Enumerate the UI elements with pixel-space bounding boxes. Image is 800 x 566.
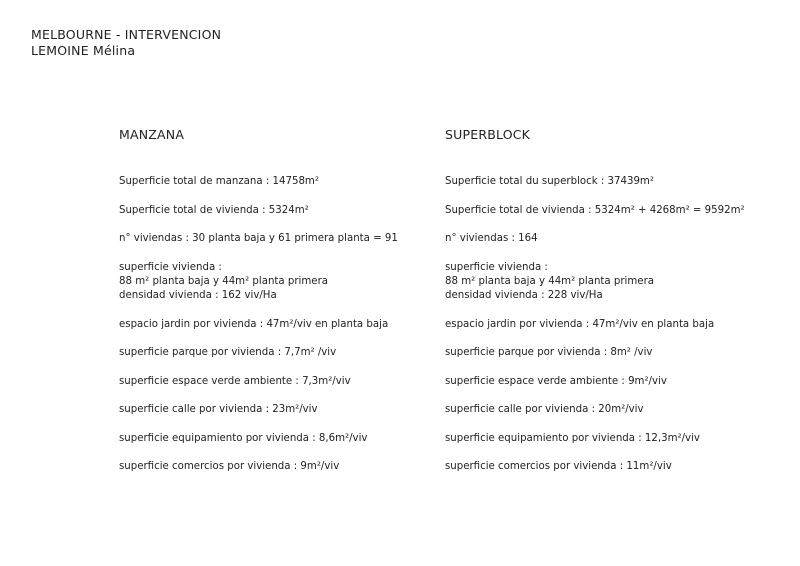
- superblock-calle: [445, 403, 775, 432]
- manzana-item-text: superficie espace verde ambiente : 7,3m²/viv: [119, 375, 351, 387]
- superblock-item-text: espacio jardin por vivienda : 47m²/viv en planta baja: [445, 318, 715, 330]
- manzana-item-text: superficie parque por vivienda : 7,7m² /viv: [119, 347, 337, 358]
- manzana-superficie-total: [119, 175, 449, 204]
- superblock-superficie-vivienda-detail: [445, 261, 775, 290]
- project-title: MELBOURNE - INTERVENCION: [31, 27, 222, 42]
- manzana-comercios: [119, 460, 449, 489]
- manzana-item-text: superficie comercios por vivienda : 9m²/viv: [119, 461, 340, 472]
- superblock-equipamiento: [445, 432, 775, 461]
- superblock-jardin: [445, 318, 775, 347]
- superblock-comercios: [445, 460, 775, 489]
- superblock-item-text: 88 m² planta baja y 44m² planta primera: [445, 275, 654, 287]
- manzana-item-text: Superficie total de manzana : 14758m²: [119, 176, 319, 187]
- manzana-column: [119, 128, 449, 489]
- superblock-item-text: superficie calle por vivienda : 20m²/viv: [445, 404, 644, 415]
- document-header: [31, 27, 221, 59]
- superblock-title: SUPERBLOCK: [445, 127, 531, 142]
- superblock-item-text: superficie parque por vivienda : 8m² /viv: [445, 347, 653, 358]
- superblock-item-text: superficie espace verde ambiente : 9m²/viv: [445, 375, 667, 387]
- manzana-item-text: Superficie total de vivienda : 5324m²: [119, 204, 309, 216]
- superblock-column: [445, 128, 775, 489]
- superblock-item-text: superficie comercios por vivienda : 11m²/viv: [445, 461, 672, 472]
- manzana-jardin: [119, 318, 449, 347]
- manzana-espace-verde: [119, 375, 449, 404]
- superblock-item-text: Superficie total du superblock : 37439m²: [445, 176, 654, 187]
- superblock-item-text: densidad vivienda : 228 viv/Ha: [445, 290, 603, 301]
- manzana-item-text: superficie vivienda :: [119, 261, 222, 273]
- manzana-item-text: 88 m² planta baja y 44m² planta primera: [119, 275, 328, 287]
- superblock-densidad: [445, 289, 775, 318]
- superblock-item-text: Superficie total de vivienda : 5324m² + 4268m² = 9592m²: [445, 204, 745, 216]
- superblock-parque: [445, 346, 775, 375]
- manzana-title: MANZANA: [119, 127, 185, 142]
- manzana-equipamiento: [119, 432, 449, 461]
- manzana-superficie-vivienda-detail: [119, 261, 449, 290]
- author-name: LEMOINE Mélina: [31, 43, 136, 58]
- manzana-item-text: espacio jardin por vivienda : 47m²/viv en planta baja: [119, 318, 389, 330]
- superblock-espace-verde: [445, 375, 775, 404]
- superblock-item-text: superficie vivienda :: [445, 261, 548, 273]
- superblock-item-text: superficie equipamiento por vivienda : 12,3m²/viv: [445, 432, 700, 444]
- manzana-item-text: densidad vivienda : 162 viv/Ha: [119, 290, 277, 301]
- manzana-calle: [119, 403, 449, 432]
- manzana-densidad: [119, 289, 449, 318]
- manzana-superficie-vivienda: [119, 204, 449, 233]
- manzana-n-viviendas: [119, 232, 449, 261]
- manzana-item-text: superficie calle por vivienda : 23m²/viv: [119, 404, 318, 415]
- superblock-n-viviendas: [445, 232, 775, 261]
- manzana-parque: [119, 346, 449, 375]
- manzana-item-text: superficie equipamiento por vivienda : 8,6m²/viv: [119, 432, 368, 444]
- superblock-superficie-total: [445, 175, 775, 204]
- manzana-item-text: n° viviendas : 30 planta baja y 61 primera planta = 91: [119, 233, 398, 244]
- superblock-item-text: n° viviendas : 164: [445, 233, 538, 244]
- superblock-superficie-vivienda: [445, 204, 775, 233]
